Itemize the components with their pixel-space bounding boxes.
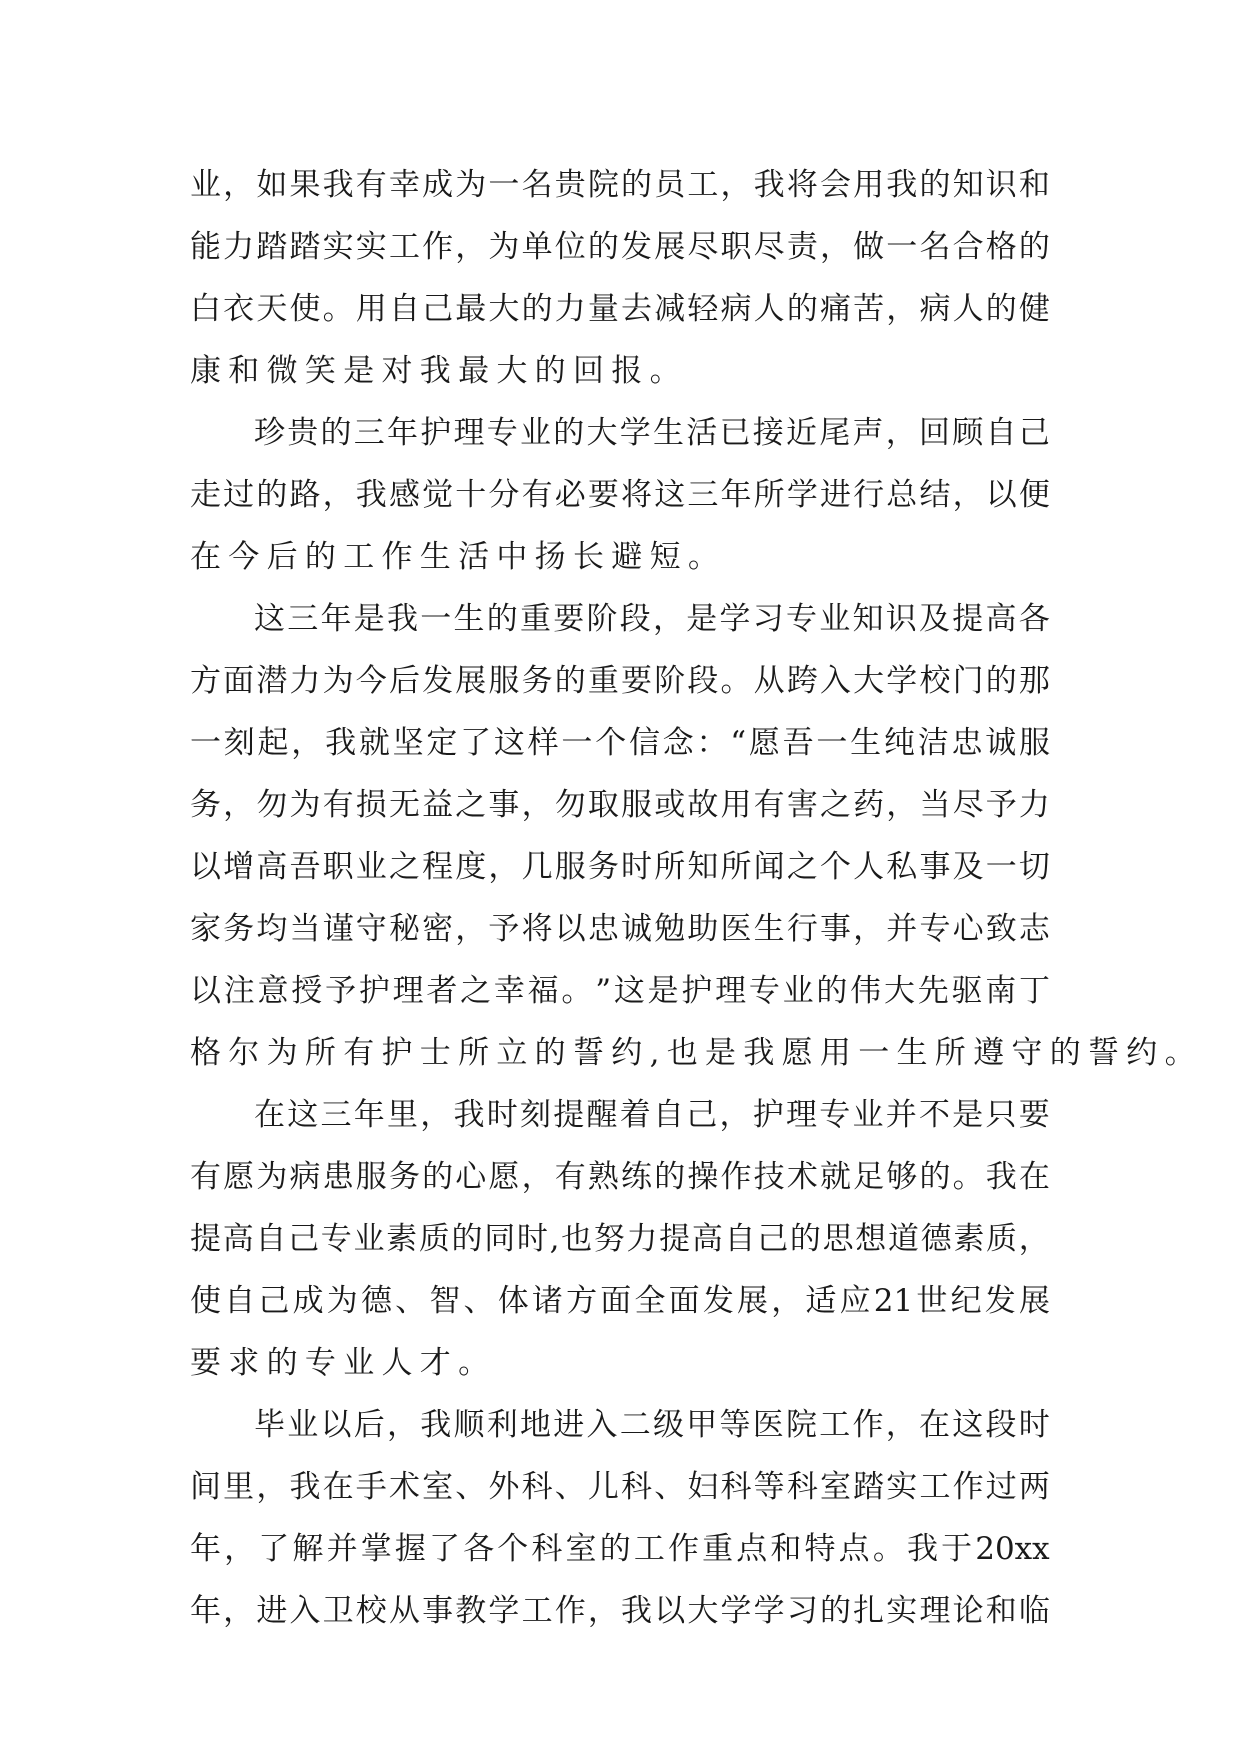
text-line: 业 ， 如 果 我 有 幸 成 为 一 名 贵 院 的 员 工 ， 我 将 会 用 我 的 知 识 和 xyxy=(190,167,1050,203)
text-line: 格 尔 为 所 有 护 士 所 立 的 誓 约 , 也 是 我 愿 用 一 生 所 遵 守 的 誓 约 。 xyxy=(190,1035,1196,1071)
text-line: 珍 贵 的 三 年 护 理 专 业 的 大 学 生 活 已 接 近 尾 声 ， 回 顾 自 己 xyxy=(254,415,1050,451)
text-line: 走 过 的 路 ， 我 感 觉 十 分 有 必 要 将 这 三 年 所 学 进 行 总 结 ， 以 便 xyxy=(190,477,1050,513)
text-line: 年 ， 进 入 卫 校 从 事 教 学 工 作 ， 我 以 大 学 学 习 的 扎 实 理 论 和 临 xyxy=(190,1593,1050,1629)
text-line: 康 和 微 笑 是 对 我 最 大 的 回 报 。 xyxy=(190,353,681,389)
text-line: 在 今 后 的 工 作 生 活 中 扬 长 避 短 。 xyxy=(190,539,719,575)
text-line: 方 面 潜 力 为 今 后 发 展 服 务 的 重 要 阶 段 。 从 跨 入 大 学 校 门 的 那 xyxy=(190,663,1050,699)
text-line: 年 ， 了 解 并 掌 握 了 各 个 科 室 的 工 作 重 点 和 特 点 。 我 于 20xx xyxy=(190,1531,1050,1567)
text-line: 以 注 意 授 予 护 理 者 之 幸 福 。 ” 这 是 护 理 专 业 的 伟 大 先 驱 南 丁 xyxy=(190,973,1050,1009)
document-body xyxy=(190,154,1196,1642)
text-line: 白 衣 天 使 。 用 自 己 最 大 的 力 量 去 减 轻 病 人 的 痛 苦 ， 病 人 的 健 xyxy=(190,291,1050,327)
text-line: 要 求 的 专 业 人 才 。 xyxy=(190,1345,490,1381)
text-line: 以 增 高 吾 职 业 之 程 度 ， 几 服 务 时 所 知 所 闻 之 个 人 私 事 及 一 切 xyxy=(190,849,1050,885)
text-line: 一 刻 起 ， 我 就 坚 定 了 这 样 一 个 信 念 ： “ 愿 吾 一 生 纯 洁 忠 诚 服 xyxy=(190,725,1050,761)
text-line: 间 里 ， 我 在 手 术 室 、 外 科 、 儿 科 、 妇 科 等 科 室 踏 实 工 作 过 两 xyxy=(190,1469,1050,1505)
text-line: 家 务 均 当 谨 守 秘 密 ， 予 将 以 忠 诚 勉 助 医 生 行 事 ， 并 专 心 致 志 xyxy=(190,911,1050,947)
text-line: 这 三 年 是 我 一 生 的 重 要 阶 段 ， 是 学 习 专 业 知 识 及 提 高 各 xyxy=(254,601,1050,637)
text-line: 务 ， 勿 为 有 损 无 益 之 事 ， 勿 取 服 或 故 用 有 害 之 药 ， 当 尽 予 力 xyxy=(190,787,1050,823)
text-line: 使 自 己 成 为 德 、 智 、 体 诸 方 面 全 面 发 展 ， 适 应 21 世 纪 发 展 xyxy=(190,1283,1050,1319)
text-line: 提 高 自 己 专 业 素 质 的 同 时 , 也 努 力 提 高 自 己 的 思 想 道 德 素 质 ， xyxy=(190,1221,1050,1257)
text-line: 能 力 踏 踏 实 实 工 作 ， 为 单 位 的 发 展 尽 职 尽 责 ， 做 一 名 合 格 的 xyxy=(190,229,1050,265)
text-line: 毕 业 以 后 ， 我 顺 利 地 进 入 二 级 甲 等 医 院 工 作 ， 在 这 段 时 xyxy=(254,1407,1050,1443)
text-line: 有 愿 为 病 患 服 务 的 心 愿 ， 有 熟 练 的 操 作 技 术 就 足 够 的 。 我 在 xyxy=(190,1159,1050,1195)
text-line: 在 这 三 年 里 ， 我 时 刻 提 醒 着 自 己 ， 护 理 专 业 并 不 是 只 要 xyxy=(254,1097,1050,1133)
